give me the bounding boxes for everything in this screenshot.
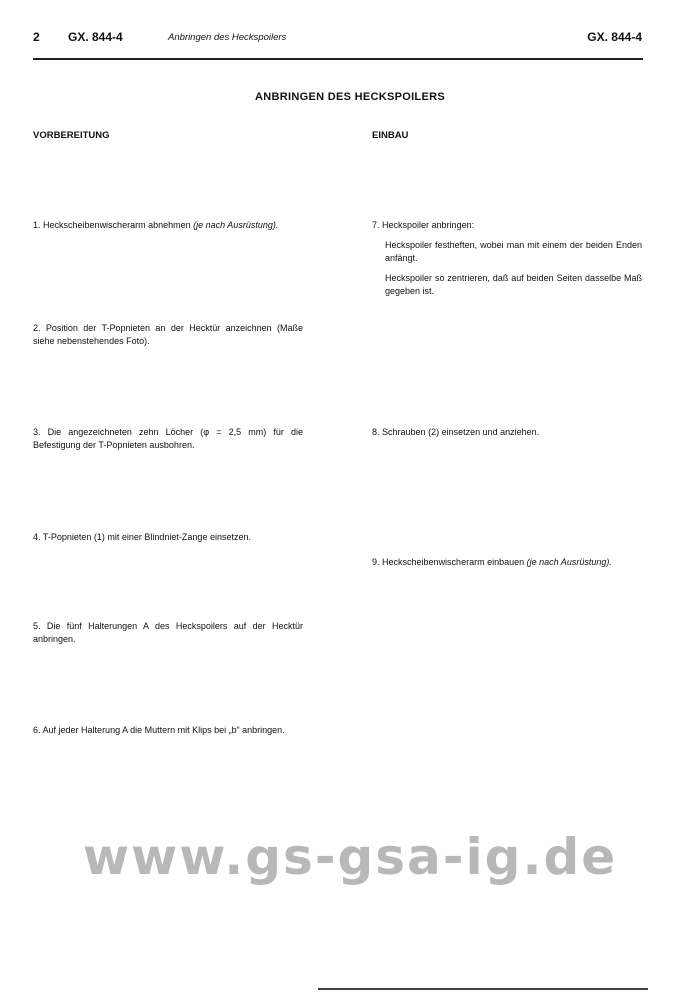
step-number: 1. <box>33 220 41 230</box>
step-sub-text: Heckspoiler festheften, wobei man mit einem der beiden Enden anfängt. <box>385 240 642 263</box>
step-number: 5. <box>33 621 41 631</box>
step-8 <box>372 426 642 439</box>
step-text: Heckscheibenwischerarm abnehmen <box>43 220 191 230</box>
column-heading-installation: EINBAU <box>372 130 409 141</box>
document-code-left: GX. 844-4 <box>68 30 123 44</box>
step-5 <box>33 620 303 646</box>
step-number: 2. <box>33 323 41 333</box>
step-text: Die angezeichneten zehn Löcher (φ = 2,5 mm) für die Befestigung der T-Popnieten ausbohren. <box>33 427 303 450</box>
header-divider <box>33 58 643 60</box>
document-code-right: GX. 844-4 <box>587 30 642 44</box>
step-note: (je nach Ausrüstung). <box>193 220 279 230</box>
step-text: Schrauben (2) einsetzen und anziehen. <box>382 427 540 437</box>
page-number: 2 <box>33 30 40 44</box>
step-number: 6. <box>33 725 41 735</box>
step-6 <box>33 724 303 737</box>
step-number: 3. <box>33 427 41 437</box>
step-text: Position der T-Popnieten an der Hecktür anzeichnen (Maße siehe nebenstehendes Foto). <box>33 323 303 346</box>
step-text: Auf jeder Halterung A die Muttern mit Klips bei „b“ anbringen. <box>42 725 285 735</box>
step-text: Die fünf Halterungen A des Heckspoilers auf der Hecktür anbringen. <box>33 621 303 644</box>
step-number: 9. <box>372 557 380 567</box>
step-7 <box>372 219 642 298</box>
footer-divider <box>318 988 648 990</box>
step-9 <box>372 556 642 569</box>
step-number: 4. <box>33 532 41 542</box>
step-note: (je nach Ausrüstung). <box>526 557 612 567</box>
step-2 <box>33 322 303 348</box>
step-text: Heckscheibenwischerarm einbauen <box>382 557 525 567</box>
step-text: Heckspoiler anbringen: <box>382 220 475 230</box>
step-number: 7. <box>372 220 380 230</box>
column-heading-preparation: VORBEREITUNG <box>33 130 110 141</box>
step-4 <box>33 531 303 544</box>
step-1 <box>33 219 303 232</box>
watermark: www.gs-gsa-ig.de <box>82 828 618 886</box>
step-number: 8. <box>372 427 380 437</box>
step-sub-text: Heckspoiler so zentrieren, daß auf beiden Seiten dasselbe Maß gegeben ist. <box>385 273 642 296</box>
step-text: T-Popnieten (1) mit einer Blindniet-Zange einsetzen. <box>42 532 251 542</box>
step-3 <box>33 426 303 452</box>
page-title: ANBRINGEN DES HECKSPOILERS <box>255 91 445 103</box>
header-title: Anbringen des Heckspoilers <box>168 32 287 43</box>
